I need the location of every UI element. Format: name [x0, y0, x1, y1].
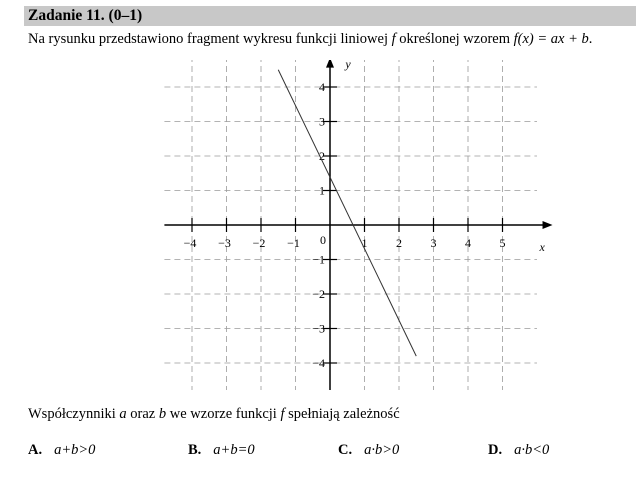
question-part-1: Współczynniki	[28, 406, 116, 422]
x-tick-label: −2	[252, 236, 266, 250]
answer-option-a[interactable]	[28, 442, 95, 459]
answer-letter: A.	[28, 442, 43, 458]
y-tick-label: −4	[312, 356, 325, 370]
x-tick-label: 3	[430, 236, 437, 250]
task-intro	[28, 30, 592, 48]
question-part-2: we wzorze funkcji	[169, 406, 277, 422]
answer-option-d[interactable]	[488, 442, 549, 459]
series	[278, 70, 416, 356]
answer-letter: B.	[188, 442, 202, 458]
answer-formula: a+b=0	[213, 442, 255, 458]
x-tick-label: 4	[465, 236, 471, 250]
intro-func-symbol: f	[391, 31, 396, 47]
y-tick-label: −2	[312, 287, 325, 301]
y-axis-label: y	[345, 60, 351, 72]
answer-formula: a+b>0	[54, 442, 96, 458]
x-tick-label: 2	[396, 236, 402, 250]
intro-text: Na rysunku przedstawiono fragment wykresu funkcji liniowej	[28, 31, 388, 47]
y-axis-arrow	[326, 60, 334, 68]
intro-period: .	[588, 31, 593, 47]
origin-label: 0	[320, 233, 326, 247]
question-part-3: spełniają zależność	[288, 406, 400, 422]
question-f: f	[280, 406, 285, 422]
answer-letter: C.	[338, 442, 353, 458]
y-tick-label: −1	[312, 252, 325, 267]
answer-formula: a·b>0	[364, 442, 400, 458]
y-tick-label: 4	[319, 80, 325, 94]
y-tick-label: 3	[319, 114, 325, 129]
axes	[164, 60, 552, 390]
answer-option-b[interactable]	[188, 442, 255, 459]
question-oraz: oraz	[130, 406, 156, 422]
x-tick-label: −1	[287, 236, 300, 250]
x-tick-label: −4	[183, 236, 197, 250]
task-title: Zadanie 11. (0–1)	[28, 7, 143, 24]
intro-formula: f(x) = ax + b	[513, 31, 589, 47]
intro-text-2: określonej wzorem	[399, 31, 511, 47]
function-graph	[160, 60, 560, 390]
answer-option-c[interactable]	[338, 442, 399, 459]
answer-formula: a·b<0	[514, 442, 550, 458]
question-text	[28, 405, 400, 423]
x-tick-label: 1	[361, 236, 368, 250]
y-tick-label: 1	[319, 183, 325, 198]
x-tick-label: 5	[499, 236, 506, 250]
x-axis-label: x	[539, 240, 545, 254]
question-b: b	[158, 406, 167, 422]
y-tick-label: 2	[319, 149, 325, 163]
x-axis-arrow	[543, 221, 553, 229]
question-a: a	[119, 406, 127, 422]
answer-options	[28, 442, 628, 464]
function-line	[278, 70, 416, 356]
x-tick-label: −3	[218, 236, 231, 250]
y-tick-label: −3	[312, 321, 325, 336]
answer-letter: D.	[488, 442, 503, 458]
